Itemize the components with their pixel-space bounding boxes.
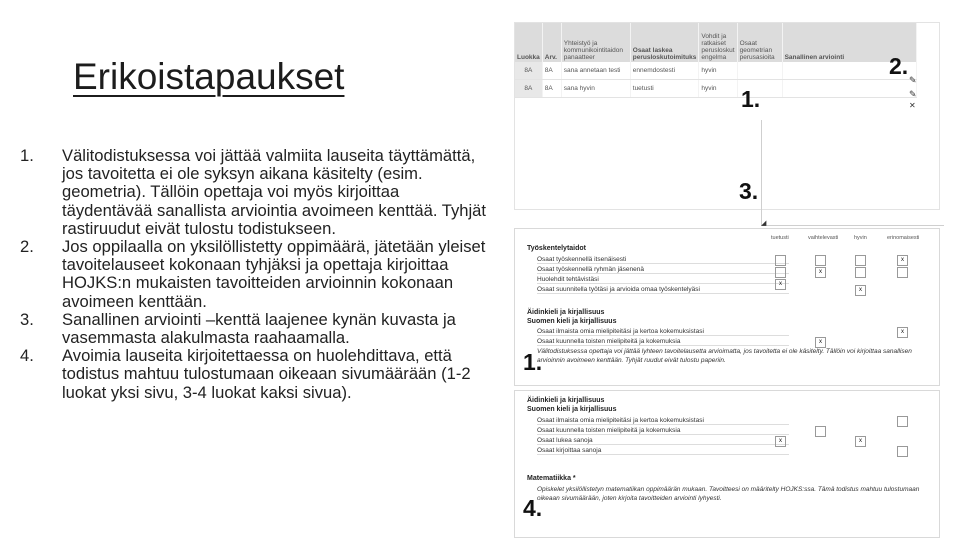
- list-item: [20, 311, 492, 347]
- section-title: Äidinkieli ja kirjallisuus: [527, 397, 605, 404]
- checkbox[interactable]: [897, 267, 908, 278]
- list-item: Osaat kuunnella toisten mielipiteitä ja kokemuksia: [537, 338, 789, 346]
- table-cell: sana annetaan testi: [561, 62, 630, 80]
- column-header: erinomaisesti: [887, 235, 920, 241]
- list-number: 3.: [20, 309, 34, 329]
- section-title: Työskentelytaidot: [527, 245, 586, 252]
- assessment-form-screenshot-2: [514, 390, 940, 538]
- table-row[interactable]: [515, 80, 917, 98]
- pencil-icon[interactable]: ✎: [909, 89, 917, 99]
- instruction-list: [20, 147, 492, 402]
- list-item: Huolehdit tehtävistäsi: [537, 276, 789, 284]
- list-item: Osaat kirjoittaa sanoja: [537, 447, 789, 455]
- checkbox[interactable]: x: [897, 327, 908, 338]
- list-text: Jos oppilaalla on yksilöllistetty oppimäärä, jätetään yleiset tavoitelauseet kokonaan tyhjäksi ja opettaja kirjoittaa HOJKS:n mukaisten tavoitteiden arvioinnin kokonaan avoimeen kenttään.: [62, 237, 486, 311]
- resize-handle-icon[interactable]: ◢: [761, 220, 767, 227]
- pencil-icon[interactable]: ✎: [909, 75, 917, 85]
- column-header: Sanallinen arviointi: [782, 23, 916, 62]
- grading-table-screenshot: [514, 22, 940, 227]
- list-number: 4.: [20, 346, 34, 366]
- column-header: Arv.: [542, 23, 561, 62]
- list-text: Sanallinen arviointi –kenttä laajenee kynän kuvasta ja vasemmasta alakulmasta raahaamalla.: [62, 309, 456, 348]
- list-number: 2.: [20, 237, 34, 257]
- column-header: Vohdit ja ratkaiset perusloskut engelma: [699, 23, 737, 62]
- column-header: vaihtelevasti: [808, 235, 839, 241]
- table-row[interactable]: [515, 62, 917, 80]
- marker-1: 1.: [523, 349, 543, 375]
- list-text: Avoimia lauseita kirjoitettaessa on huolehdittava, että todistus mahtuu tulostumaan oikeaan sivumäärään (1-2 luokat yksi sivu, 3-4 luokat kaksi sivua).: [62, 346, 471, 402]
- section-subtitle: Suomen kieli ja kirjallisuus: [527, 318, 617, 325]
- checkbox[interactable]: [775, 255, 786, 266]
- grading-table: [515, 23, 917, 98]
- checkbox[interactable]: x: [897, 255, 908, 266]
- checkbox[interactable]: x: [815, 337, 826, 348]
- checkbox[interactable]: [897, 416, 908, 427]
- checkbox[interactable]: [855, 255, 866, 266]
- checkbox[interactable]: [897, 446, 908, 457]
- close-icon[interactable]: ✕: [909, 101, 916, 110]
- checkbox[interactable]: x: [855, 285, 866, 296]
- table-cell: sana hyvin: [561, 80, 630, 98]
- list-item: Osaat suunnitella työtäsi ja arvioida omaa työskentelyäsi: [537, 286, 789, 294]
- list-item: Osaat työskennellä itsenäisesti: [537, 256, 789, 264]
- checkbox[interactable]: [855, 267, 866, 278]
- table-cell: tuetusti: [630, 80, 699, 98]
- table-cell: 8A: [542, 62, 561, 80]
- list-item: [20, 238, 492, 311]
- page-title: Erikoistapaukset: [73, 56, 345, 97]
- checkbox[interactable]: [775, 267, 786, 278]
- checkbox[interactable]: [815, 426, 826, 437]
- list-text: Välitodistuksessa voi jättää valmiita lauseita täyttämättä, jos tavoitetta ei ole syksyn aikana käsitelty (esim. geometria). Tällöin opettaja voi myös kirjoittaa täydentävää sanallista arviointia avoimeen kenttää. Tyhjät rastiruudut eivät tulostu todistukseen.: [62, 146, 487, 238]
- column-header: tuetusti: [771, 235, 789, 241]
- marker-3: 3.: [739, 178, 759, 204]
- expanded-assessment-field[interactable]: [761, 120, 944, 226]
- table-cell: 8A: [515, 80, 542, 98]
- column-header: Osaat laskea perusloskutoimituks: [630, 23, 699, 62]
- checkbox[interactable]: x: [815, 267, 826, 278]
- marker-1: 1.: [741, 86, 761, 112]
- column-header: Luokka: [515, 23, 542, 62]
- assessment-note: Välitodistuksessa opettaja voi jättää lyhteen tavoitelausetta arvioimatta, jos tavoitetta ei ole käsitelty. Tällöin voi kirjoittaa sanallisen arvioinnin avoimeen kenttään. Tyhjät ruudut eivät tulostu paperiin.: [537, 348, 912, 364]
- section-title: Matematiikka *: [527, 475, 576, 482]
- list-item: Osaat ilmaista omia mielipiteitäsi ja kertoa kokemuksistasi: [537, 328, 789, 336]
- list-item: Osaat ilmaista omia mielipiteitäsi ja kertoa kokemuksistasi: [537, 417, 789, 425]
- checkbox[interactable]: [815, 255, 826, 266]
- marker-2: 2.: [889, 53, 909, 79]
- table-cell: [737, 62, 782, 80]
- section-title: Äidinkieli ja kirjallisuus: [527, 309, 605, 316]
- column-header: Yhteistyö ja kommunikointitaidon panaatteer: [561, 23, 630, 62]
- table-header-row: [515, 23, 917, 62]
- assessment-note: Opiskelet yksilöllistetyn matematiikan oppimäärän mukaan. Tavoitteesi on määritelty HOJKS:ssa. Tämä todistus mahtuu tulostumaan oikeaan sivumäärään, joten kirjoita tavoitteiden arviointi lyhyesti.: [537, 486, 920, 502]
- checkbox[interactable]: x: [855, 436, 866, 447]
- table-cell: [782, 80, 916, 98]
- column-header: hyvin: [854, 235, 867, 241]
- list-item: [20, 347, 492, 402]
- column-header: Osaat geometrian perusasioita: [737, 23, 782, 62]
- list-item: Osaat työskennellä ryhmän jäsenenä: [537, 266, 789, 274]
- list-item: [20, 147, 492, 238]
- section-subtitle: Suomen kieli ja kirjallisuus: [527, 406, 617, 413]
- table-cell: hyvin: [699, 80, 737, 98]
- list-item: Osaat lukea sanoja: [537, 437, 789, 445]
- list-item: Osaat kuunnella toisten mielipiteitä ja kokemuksia: [537, 427, 789, 435]
- table-cell: hyvin: [699, 62, 737, 80]
- table-cell: 8A: [515, 62, 542, 80]
- checkbox[interactable]: x: [775, 279, 786, 290]
- checkbox[interactable]: x: [775, 436, 786, 447]
- assessment-form-screenshot: [514, 228, 940, 386]
- table-cell: 8A: [542, 80, 561, 98]
- table-cell: ennemdostesti: [630, 62, 699, 80]
- marker-4: 4.: [523, 495, 543, 521]
- list-number: 1.: [20, 146, 34, 165]
